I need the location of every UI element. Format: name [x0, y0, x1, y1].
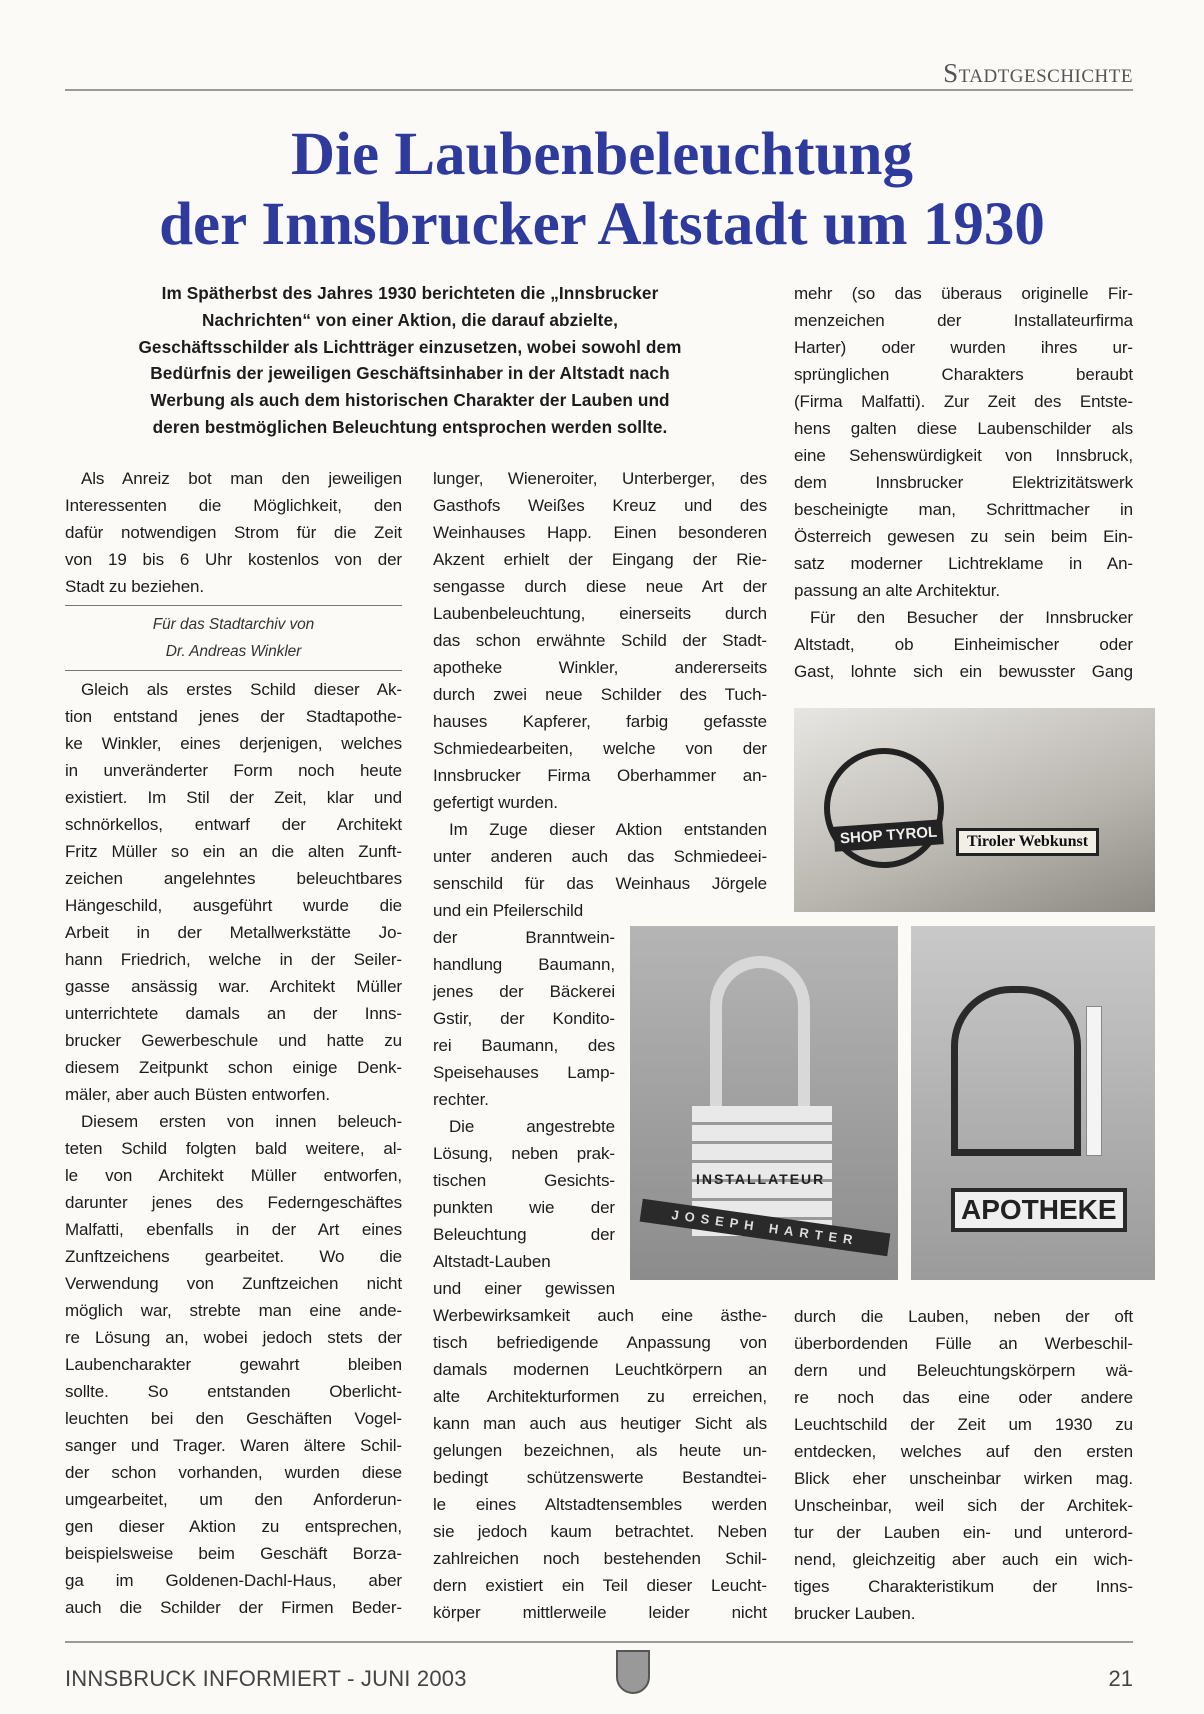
text-line: Verwendung von Zunftzeichen nicht	[65, 1274, 402, 1293]
photo-installateur-sign	[630, 926, 898, 1280]
text-line: umgearbeitet, um den Anforderun-	[65, 1490, 402, 1509]
text-line: Akzent erhielt der Eingang der Rie-	[433, 550, 767, 569]
text-line: unterrichtete damals an der Inns-	[65, 1004, 402, 1023]
text-line: eine Sehenswürdigkeit von Innsbruck,	[794, 446, 1133, 465]
text-line: von 19 bis 6 Uhr kostenlos von der	[65, 550, 402, 569]
column-3-bottom	[794, 1303, 1133, 1627]
text-line: (Firma Malfatti). Zur Zeit des Entste-	[794, 392, 1133, 411]
webkunst-sign: Tiroler Webkunst	[956, 828, 1099, 856]
installateur-label: INSTALLATEUR	[696, 1171, 826, 1187]
text-line: Altstadt, ob Einheimischer oder	[794, 635, 1133, 654]
text-line: damals modernen Leuchtkörpern an	[433, 1360, 767, 1379]
text-line: bescheinigte man, Schrittmacher in	[794, 500, 1133, 519]
byline-rule-bottom	[65, 670, 402, 671]
publication-footer: INNSBRUCK INFORMIERT - JUNI 2003	[65, 1666, 467, 1691]
intro-lead	[65, 280, 755, 441]
byline	[65, 611, 402, 665]
text-line: Unscheinbar, weil sich der Architek-	[794, 1496, 1133, 1515]
text-line: punkten wie der	[433, 1198, 615, 1217]
text-line: bedingt schützenswerte Bestandtei-	[433, 1468, 767, 1487]
text-line: unter anderen auch das Schmiedeei-	[433, 847, 767, 866]
col2-p1	[433, 465, 767, 816]
text-line: lunger, Wieneroiter, Unterberger, des	[433, 469, 767, 488]
intro-line: deren bestmöglichen Beleuchtung entsprochen werden sollte.	[152, 416, 668, 437]
text-line: sie jedoch kaum betrachtet. Neben	[433, 1522, 767, 1541]
intro-line: Bedürfnis der jeweiligen Geschäftsinhaber in der Altstadt nach	[150, 363, 670, 384]
text-line: ga im Goldenen-Dachl-Haus, aber	[65, 1571, 402, 1590]
text-line: le von Architekt Müller entworfen,	[65, 1166, 402, 1185]
text-line: brucker Lauben.	[794, 1604, 916, 1623]
text-line: darunter jenes des Federngeschäftes	[65, 1193, 402, 1212]
text-line: Weinhauses Happ. Einen besonderen	[433, 523, 767, 542]
col3-p2b	[794, 1303, 1133, 1627]
byline-author: Dr. Andreas Winkler	[165, 643, 302, 660]
text-line: Laubenbeleuchtung, einerseits durch	[433, 604, 767, 623]
text-line: apotheke Winkler, andererseits	[433, 658, 767, 677]
text-line: durch die Lauben, neben der oft	[794, 1307, 1133, 1326]
faucet-shape	[710, 956, 810, 1106]
article-title	[40, 120, 1164, 260]
text-line: Blick eher unscheinbar wirken mag.	[794, 1469, 1133, 1488]
text-line: jenes der Bäckerei	[433, 982, 615, 1001]
col1-p2	[65, 676, 402, 1108]
text-line: Gasthofs Weißes Kreuz und des	[433, 496, 767, 515]
text-line: Altstadt-Lauben	[433, 1252, 551, 1271]
title-line-1: Die Laubenbeleuchtung	[291, 121, 913, 188]
text-line: ke Winkler, eines derjenigen, welches	[65, 734, 402, 753]
text-line: rechter.	[433, 1090, 489, 1109]
intro-line: Geschäftsschilder als Lichtträger einzusetzen, wobei sowohl dem	[138, 336, 682, 357]
col1-p3	[65, 1108, 402, 1621]
text-line: Fritz Müller so ein an die alten Zunft-	[65, 842, 402, 861]
text-line: Arbeit in der Metallwerkstätte Jo-	[65, 923, 402, 942]
text-line: Schmiedearbeiten, welche von der	[433, 739, 767, 758]
text-line: in unveränderter Form noch heute	[65, 761, 402, 780]
text-line: Für den Besucher der Innsbrucker	[810, 608, 1133, 627]
text-line: dern existiert ein Teil dieser Leucht-	[433, 1576, 767, 1595]
text-line: mäler, aber auch Büsten entworfen.	[65, 1085, 330, 1104]
column-1	[65, 465, 402, 1621]
shop-tyrol-sign: SHOP TYROL	[833, 819, 944, 852]
text-line: gefertigt wurden.	[433, 793, 558, 812]
text-line: passung an alte Architektur.	[794, 581, 1001, 600]
intro-line: Im Spätherbst des Jahres 1930 berichteten die „Innsbrucker	[161, 283, 659, 303]
text-line: schnörkellos, entwarf der Architekt	[65, 815, 402, 834]
text-line: tur der Lauben ein- und unterord-	[794, 1523, 1133, 1542]
text-line: Beleuchtung der	[433, 1225, 615, 1244]
text-line: menzeichen der Installateurfirma	[794, 311, 1133, 330]
text-line: sprünglichen Charakters beraubt	[794, 365, 1133, 384]
text-line: dafür notwendigen Strom für die Zeit	[65, 523, 402, 542]
bowl-of-hygieia-frame	[951, 986, 1081, 1156]
text-line: handlung Baumann,	[433, 955, 615, 974]
photo-apotheke-sign	[911, 926, 1155, 1280]
photo-shop-tyrol-sign	[794, 708, 1155, 912]
joseph-harter-banner: JOSEPH HARTER	[640, 1199, 891, 1257]
text-line: hauses Kapferer, farbig gefasste	[433, 712, 767, 731]
text-line: Interessenten die Möglichkeit, den	[65, 496, 402, 515]
text-line: Stadt zu beziehen.	[65, 577, 205, 596]
text-line: Speisehauses Lamp-	[433, 1063, 615, 1082]
text-line: rei Baumann, des	[433, 1036, 615, 1055]
text-line: sollte. So entstanden Oberlicht-	[65, 1382, 402, 1401]
text-line: und einer gewissen	[433, 1279, 615, 1298]
light-tube	[1086, 1006, 1102, 1156]
text-line: entdecken, welches auf den ersten	[794, 1442, 1133, 1461]
text-line: Hängeschild, ausgeführt wurde die	[65, 896, 402, 915]
text-line: existiert. Im Stil der Zeit, klar und	[65, 788, 402, 807]
text-line: Leuchtschild der Zeit um 1930 zu	[794, 1415, 1133, 1434]
text-line: leuchten bei den Geschäften Vogel-	[65, 1409, 402, 1428]
text-line: nend, gleichzeitig aber auch ein wich-	[794, 1550, 1133, 1569]
text-line: sanger und Trager. Waren ältere Schil-	[65, 1436, 402, 1455]
text-line: zahlreichen noch bestehenden Schil-	[433, 1549, 767, 1568]
apotheke-sign: APOTHEKE	[951, 1188, 1127, 1232]
text-line: das schon erwähnte Schild der Stadt-	[433, 631, 767, 650]
text-line: satz moderner Lichtreklame in An-	[794, 554, 1133, 573]
text-line: körper mittlerweile leider nicht	[433, 1603, 767, 1622]
byline-rule-top	[65, 605, 402, 606]
text-line: re noch das eine oder andere	[794, 1388, 1133, 1407]
text-line: hens galten diese Laubenschilder als	[794, 419, 1133, 438]
innsbruck-crest-icon	[616, 1650, 650, 1694]
text-line: Gast, lohnte sich ein bewusster Gang	[794, 662, 1133, 681]
header-rule	[65, 89, 1133, 91]
text-line: Gleich als erstes Schild dieser Ak-	[81, 680, 402, 699]
section-header: Stadtgeschichte	[943, 58, 1133, 88]
text-line: dern und Beleuchtungskörpern wä-	[794, 1361, 1133, 1380]
text-line: mehr (so das überaus originelle Fir-	[794, 284, 1133, 303]
text-line: überbordenden Fülle an Werbeschil-	[794, 1334, 1133, 1353]
text-line: durch zwei neue Schilder des Tuch-	[433, 685, 767, 704]
text-line: Laubencharakter gewahrt bleiben	[65, 1355, 402, 1374]
text-line: der Branntwein-	[433, 928, 615, 947]
intro-line: Nachrichten“ von einer Aktion, die darauf abzielte,	[201, 309, 619, 330]
text-line: Zunftzeichens gearbeitet. Wo die	[65, 1247, 402, 1266]
text-line: Lösung, neben prak-	[433, 1144, 615, 1163]
text-line: Werbewirksamkeit auch eine ästhe-	[433, 1306, 767, 1325]
text-line: tiges Charakteristikum der Inns-	[794, 1577, 1133, 1596]
text-line: brucker Gewerbeschule und hatte zu	[65, 1031, 402, 1050]
text-line: kann man auch aus heutiger Sicht als	[433, 1414, 767, 1433]
text-line: Innsbrucker Firma Oberhammer an-	[433, 766, 767, 785]
text-line: le eines Altstadtensembles werden	[433, 1495, 767, 1514]
text-line: beispielsweise beim Geschäft Borza-	[65, 1544, 402, 1563]
text-line: gelungen bezeichnen, als heute un-	[433, 1441, 767, 1460]
col3-p1	[794, 280, 1133, 604]
text-line: Im Zuge dieser Aktion entstanden	[449, 820, 767, 839]
text-line: sengasse durch diese neue Art der	[433, 577, 767, 596]
text-line: gasse ansässig war. Architekt Müller	[65, 977, 402, 996]
title-line-2: der Innsbrucker Altstadt um 1930	[159, 191, 1045, 258]
text-line: dem Innsbrucker Elektrizitätswerk	[794, 473, 1133, 492]
text-line: Diesem ersten von innen beleuch-	[81, 1112, 402, 1131]
text-line: Malfatti, ebenfalls in der Art eines	[65, 1220, 402, 1239]
text-line: re Lösung an, wobei jedoch stets der	[65, 1328, 402, 1347]
text-line: Österreich gewesen zu sein beim Ein-	[794, 527, 1133, 546]
text-line: tischen Gesichts-	[433, 1171, 615, 1190]
text-line: teten Schild folgten bald weitere, al-	[65, 1139, 402, 1158]
col2-p2	[433, 816, 767, 897]
col2-p3	[433, 1302, 767, 1626]
text-line: Die angestrebte	[449, 1117, 615, 1136]
text-line: Harter) oder wurden ihres ur-	[794, 338, 1133, 357]
text-line: möglich war, strebte man eine ande-	[65, 1301, 402, 1320]
text-line: hann Friedrich, welche in der Seiler-	[65, 950, 402, 969]
text-line: Gstir, der Kondito-	[433, 1009, 615, 1028]
page-number: 21	[1108, 1666, 1133, 1691]
byline-line-1: Für das Stadtarchiv von	[152, 616, 315, 633]
text-line: tisch befriedigende Anpassung von	[433, 1333, 767, 1352]
col1-p1	[65, 465, 402, 600]
text-line: gen dieser Aktion zu entsprechen,	[65, 1517, 402, 1536]
text-line: und ein Pfeilerschild	[433, 901, 584, 920]
text-line: der schon vorhanden, wurden diese	[65, 1463, 402, 1482]
text-line: Als Anreiz bot man den jeweiligen	[81, 469, 402, 488]
intro-line: Werbung als auch dem historischen Charakter der Lauben und	[150, 390, 670, 411]
text-line: auch die Schilder der Firmen Beder-	[65, 1598, 402, 1617]
text-line: diesem Zeitpunkt schon einige Denk-	[65, 1058, 402, 1077]
footer-rule	[65, 1641, 1133, 1643]
col3-p2a	[794, 604, 1133, 685]
column-3-top	[794, 280, 1133, 685]
text-line: senschild für das Weinhaus Jörgele	[433, 874, 767, 893]
text-line: alte Architekturformen zu erreichen,	[433, 1387, 767, 1406]
text-line: zeichen angelehntes beleuchtbares	[65, 869, 402, 888]
text-line: tion entstand jenes der Stadtapothe-	[65, 707, 402, 726]
